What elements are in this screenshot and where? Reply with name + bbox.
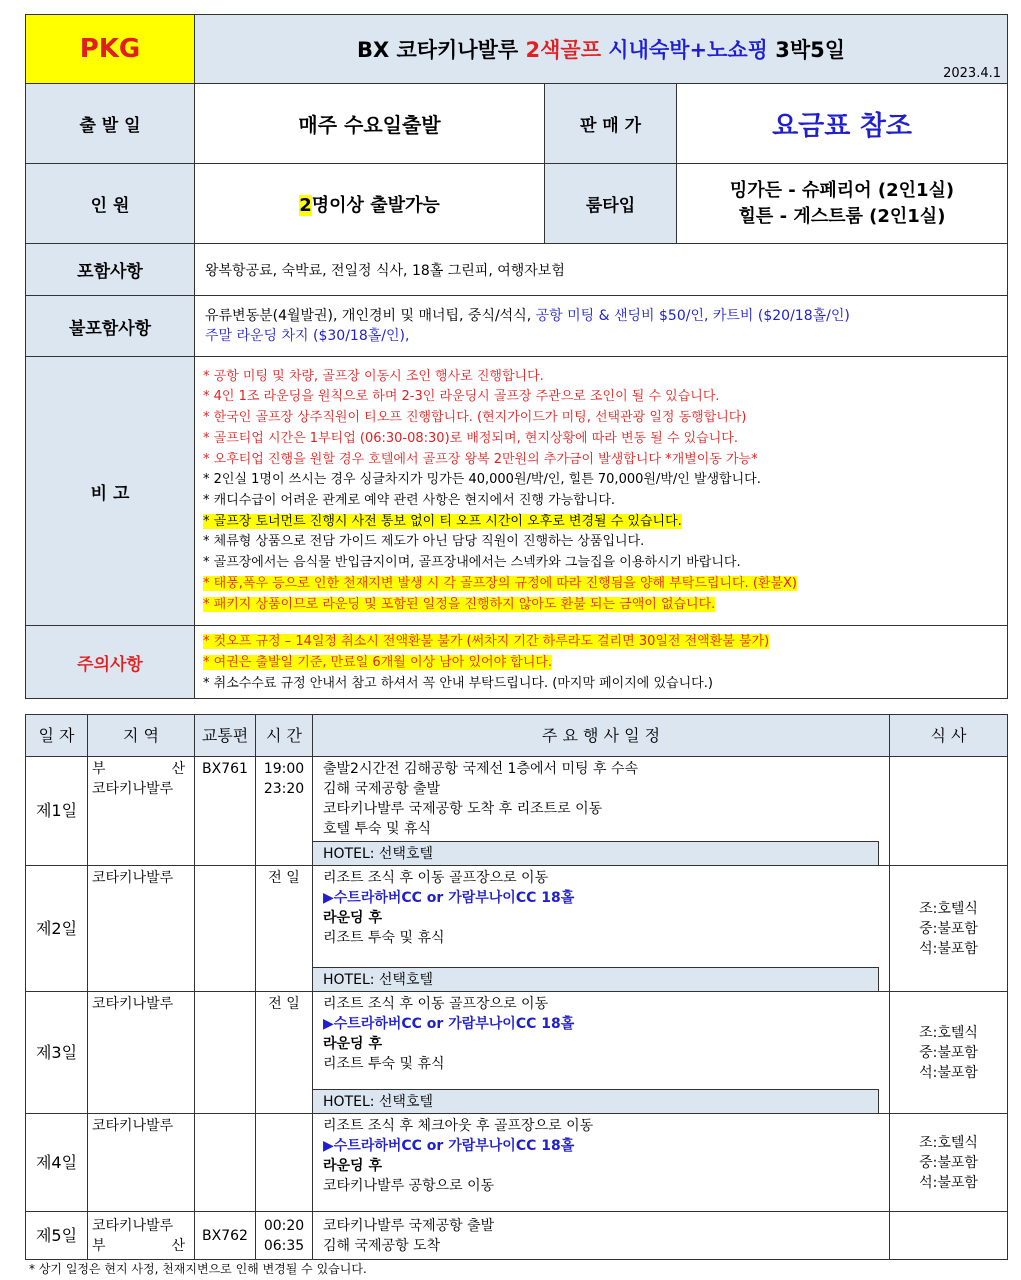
people-min: 2 [299,194,312,216]
plan-line: 김해 국제공항 출발 [323,781,441,797]
exclude-fees: 공항 미팅 & 샌딩비 $50/인, 카트비 ($20/18홀/인) [535,308,850,324]
col-time: 시 간 [256,715,313,757]
highlighted-note: * 태풍,폭우 등으로 인한 천재지변 발생 시 각 골프장의 규정에 따라 진행됨을 양해 부탁드립니다. (환불X) [203,575,797,591]
region-name: 코타키나발루 [92,996,174,1012]
price-value: 요금표 참조 [677,84,1008,164]
highlighted-note: * 컷오프 규정 – 14일정 취소시 전액환불 불가 (써차지 기간 하루라도 걸리면 30일전 전액환불 불가) [203,633,770,649]
col-meal: 식 사 [890,715,1008,757]
plan-line: 코타키나발루 공항으로 이동 [323,1178,495,1194]
time-value: 23:20 [263,781,305,797]
package-info-sheet [25,14,1007,698]
room-type-1: 밍가든 - 슈페리어 (2인1실) [729,179,955,201]
highlighted-note: * 골프장 토너먼트 진행시 사전 통보 없이 티 오프 시간이 오후로 변경될 수 있습니다. [203,513,682,529]
room-value [677,164,1008,244]
day-label: 제4일 [26,1114,88,1212]
room-type-2: 힐튼 - 게스트룸 (2인1실) [738,205,946,227]
flight-number: BX761 [195,757,256,866]
remarks-label: 비 고 [26,357,195,626]
meal-item: 중:불포함 [919,1044,978,1061]
plan-line: 라운딩 후 [323,910,382,926]
col-transport: 교통편 [195,715,256,757]
note-line: * 골프장에서는 음식물 반입금지이며, 골프장내에서는 스넥카와 그늘집을 이용하시기 바랍니다. [203,555,741,571]
highlighted-note: * 여권은 출발일 기준, 만료일 6개월 이상 남아 있어야 합니다. [203,654,553,670]
meal-item: 중:불포함 [919,920,978,937]
meal-item: 조:호텔식 [919,1024,978,1041]
time-cell [256,866,313,992]
meal-item: 조:호텔식 [919,900,978,917]
region-name: 코타키나발루 [92,1118,174,1134]
region-name: 부 산 [92,761,185,777]
meal-item: 중:불포함 [919,1154,978,1171]
itinerary-table [25,714,1007,1278]
note-line: * 공항 미팅 및 차량, 골프장 이동시 조인 행사로 진행합니다. [203,368,544,384]
plan-line: 호텔 투숙 및 휴식 [323,821,432,837]
golf-course: ▶수트라하버CC or 가람부나이CC 18홀 [323,1138,575,1154]
plan-line: 리조트 투숙 및 휴식 [323,930,445,946]
highlighted-note: * 패키지 상품이므로 라운딩 및 포함된 일정을 진행하지 않아도 환불 되는 금액이 없습니다. [203,596,716,612]
day-row [26,1114,1008,1212]
time-cell [256,992,313,1114]
plan-line: 김해 국제공항 도착 [323,1237,441,1254]
plan-line: 리조트 투숙 및 휴식 [323,1056,445,1072]
time-value: 06:35 [263,1237,305,1254]
flight-number [195,1114,256,1212]
region-name: 코타키나발루 [92,781,174,797]
meal-cell [890,1212,1008,1260]
note-line [203,652,1006,673]
time-cell [256,757,313,866]
plan-line: 리조트 조식 후 이동 골프장으로 이동 [323,996,549,1012]
meal-item: 석:불포함 [919,940,978,957]
flight-number [195,866,256,992]
day-label: 제2일 [26,866,88,992]
time-cell [256,1212,313,1260]
region-name: 코타키나발루 [92,870,174,886]
note-line [203,631,1006,652]
meal-cell [890,1114,1008,1212]
plan-cell [313,992,890,1114]
room-label: 룸타입 [545,164,677,244]
plan-line: 리조트 조식 후 이동 골프장으로 이동 [323,870,549,886]
region-cell [88,1212,195,1260]
hotel-line: HOTEL: 선택호텔 [313,967,879,991]
golf-course: ▶수트라하버CC or 가람부나이CC 18홀 [323,1016,575,1032]
time-value: 19:00 [263,761,305,777]
title-golf: 2색골프 [525,38,601,62]
title-duration: 3박5일 [767,38,846,62]
caution-list [195,626,1008,699]
note-line: * 4인 1조 라운딩을 원칙으로 하며 2-3인 라운딩시 골프장 주관으로 조인이 될 수 있습니다. [203,389,720,405]
plan-line: 코타키나발루 국제공항 도착 후 리조트로 이동 [323,801,603,817]
note-line: * 오후티업 진행을 원할 경우 호텔에서 골프장 왕복 2만원의 추가금이 발생합니다 *개별이동 가능* [203,451,758,467]
note-line: * 한국인 골프장 상주직원이 티오프 진행합니다. (현지가이드가 미팅, 선택관광 일정 동행합니다) [203,410,747,426]
schedule-footnote: * 상기 일정은 현지 사정, 천재지변으로 인해 변경될 수 있습니다. [29,1262,367,1276]
note-line: * 캐디수급이 어려운 관계로 예약 관련 사항은 현지에서 진행 가능합니다. [203,493,616,508]
people-label: 인 원 [26,164,195,244]
time-value: 전 일 [268,870,300,886]
time-cell [256,1114,313,1212]
caution-label: 주의사항 [26,626,195,699]
meal-cell [890,992,1008,1114]
flight-number [195,992,256,1114]
hotel-line: HOTEL: 선택호텔 [313,1089,879,1113]
day-label: 제1일 [26,757,88,866]
remarks-list [195,357,1008,626]
package-title [195,15,1008,84]
people-text: 명이상 출발가능 [311,194,440,216]
plan-line: 라운딩 후 [323,1036,382,1052]
region-name: 코타키나발루 [92,1217,174,1234]
note-line [203,574,1006,595]
plan-line: 출발2시간전 김해공항 국제선 1층에서 미팅 후 수속 [323,761,638,777]
region-cell [88,992,195,1114]
time-value: 전 일 [268,996,300,1012]
golf-course: ▶수트라하버CC or 가람부나이CC 18홀 [323,890,575,906]
title-route: BX 코타키나발루 [356,38,526,62]
exclude-weekend: 주말 라운딩 차지 ($30/18홀/인), [205,328,410,344]
price-label: 판 매 가 [545,84,677,164]
note-line: * 2인실 1명이 쓰시는 경우 싱글차지가 밍가든 40,000원/박/인, 힐튼 70,000원/박/인 발생합니다. [203,472,761,488]
region-name: 부 산 [92,1237,185,1254]
issue-date: 2023.4.1 [943,66,1001,81]
note-line: * 취소수수료 규정 안내서 참고 하셔서 꼭 안내 부탁드립니다. (마지막 페이지에 있습니다.) [203,675,713,691]
plan-line: 리조트 조식 후 체크아웃 후 골프장으로 이동 [323,1118,594,1134]
exclude-value [195,296,1008,357]
time-value: 00:20 [263,1217,305,1234]
plan-cell [313,757,890,866]
depart-value: 매주 수요일출발 [195,84,545,164]
col-plan: 주 요 행 사 일 정 [313,715,890,757]
meal-item: 조:호텔식 [919,1134,978,1151]
day-row [26,757,1008,866]
note-line: * 체류형 상품으로 전담 가이드 제도가 아닌 담당 직원이 진행하는 상품입니다. [203,534,645,550]
depart-label: 출 발 일 [26,84,195,164]
note-line [203,595,1006,616]
region-cell [88,757,195,866]
plan-line: 코타키나발루 국제공항 출발 [323,1217,495,1234]
region-cell [88,1114,195,1212]
col-region: 지 역 [88,715,195,757]
day-row [26,1212,1008,1260]
include-label: 포함사항 [26,244,195,296]
plan-cell [313,1114,890,1212]
exclude-label: 불포함사항 [26,296,195,357]
people-value [195,164,545,244]
flight-number: BX762 [195,1212,256,1260]
note-line: * 골프티업 시간은 1부티업 (06:30-08:30)로 배정되며, 현지상황에 따라 변동 될 수 있습니다. [203,430,738,446]
region-cell [88,866,195,992]
exclude-text: 유류변동분(4월발권), 개인경비 및 매너팁, 중식/석식, [205,308,536,324]
plan-cell [313,866,890,992]
day-label: 제5일 [26,1212,88,1260]
col-day: 일 자 [26,715,88,757]
pkg-label: PKG [26,15,195,84]
plan-line: 라운딩 후 [323,1158,382,1174]
day-label: 제3일 [26,992,88,1114]
title-hotel: 시내숙박+노쇼핑 [601,38,768,62]
hotel-line: HOTEL: 선택호텔 [313,841,879,865]
meal-cell [890,866,1008,992]
day-row [26,866,1008,992]
meal-cell [890,757,1008,866]
meal-item: 석:불포함 [919,1064,978,1081]
plan-cell [313,1212,890,1260]
meal-item: 석:불포함 [919,1174,978,1191]
note-line [203,512,1006,533]
include-value: 왕복항공료, 숙박료, 전일정 식사, 18홀 그린피, 여행자보험 [195,244,1008,296]
day-row [26,992,1008,1114]
